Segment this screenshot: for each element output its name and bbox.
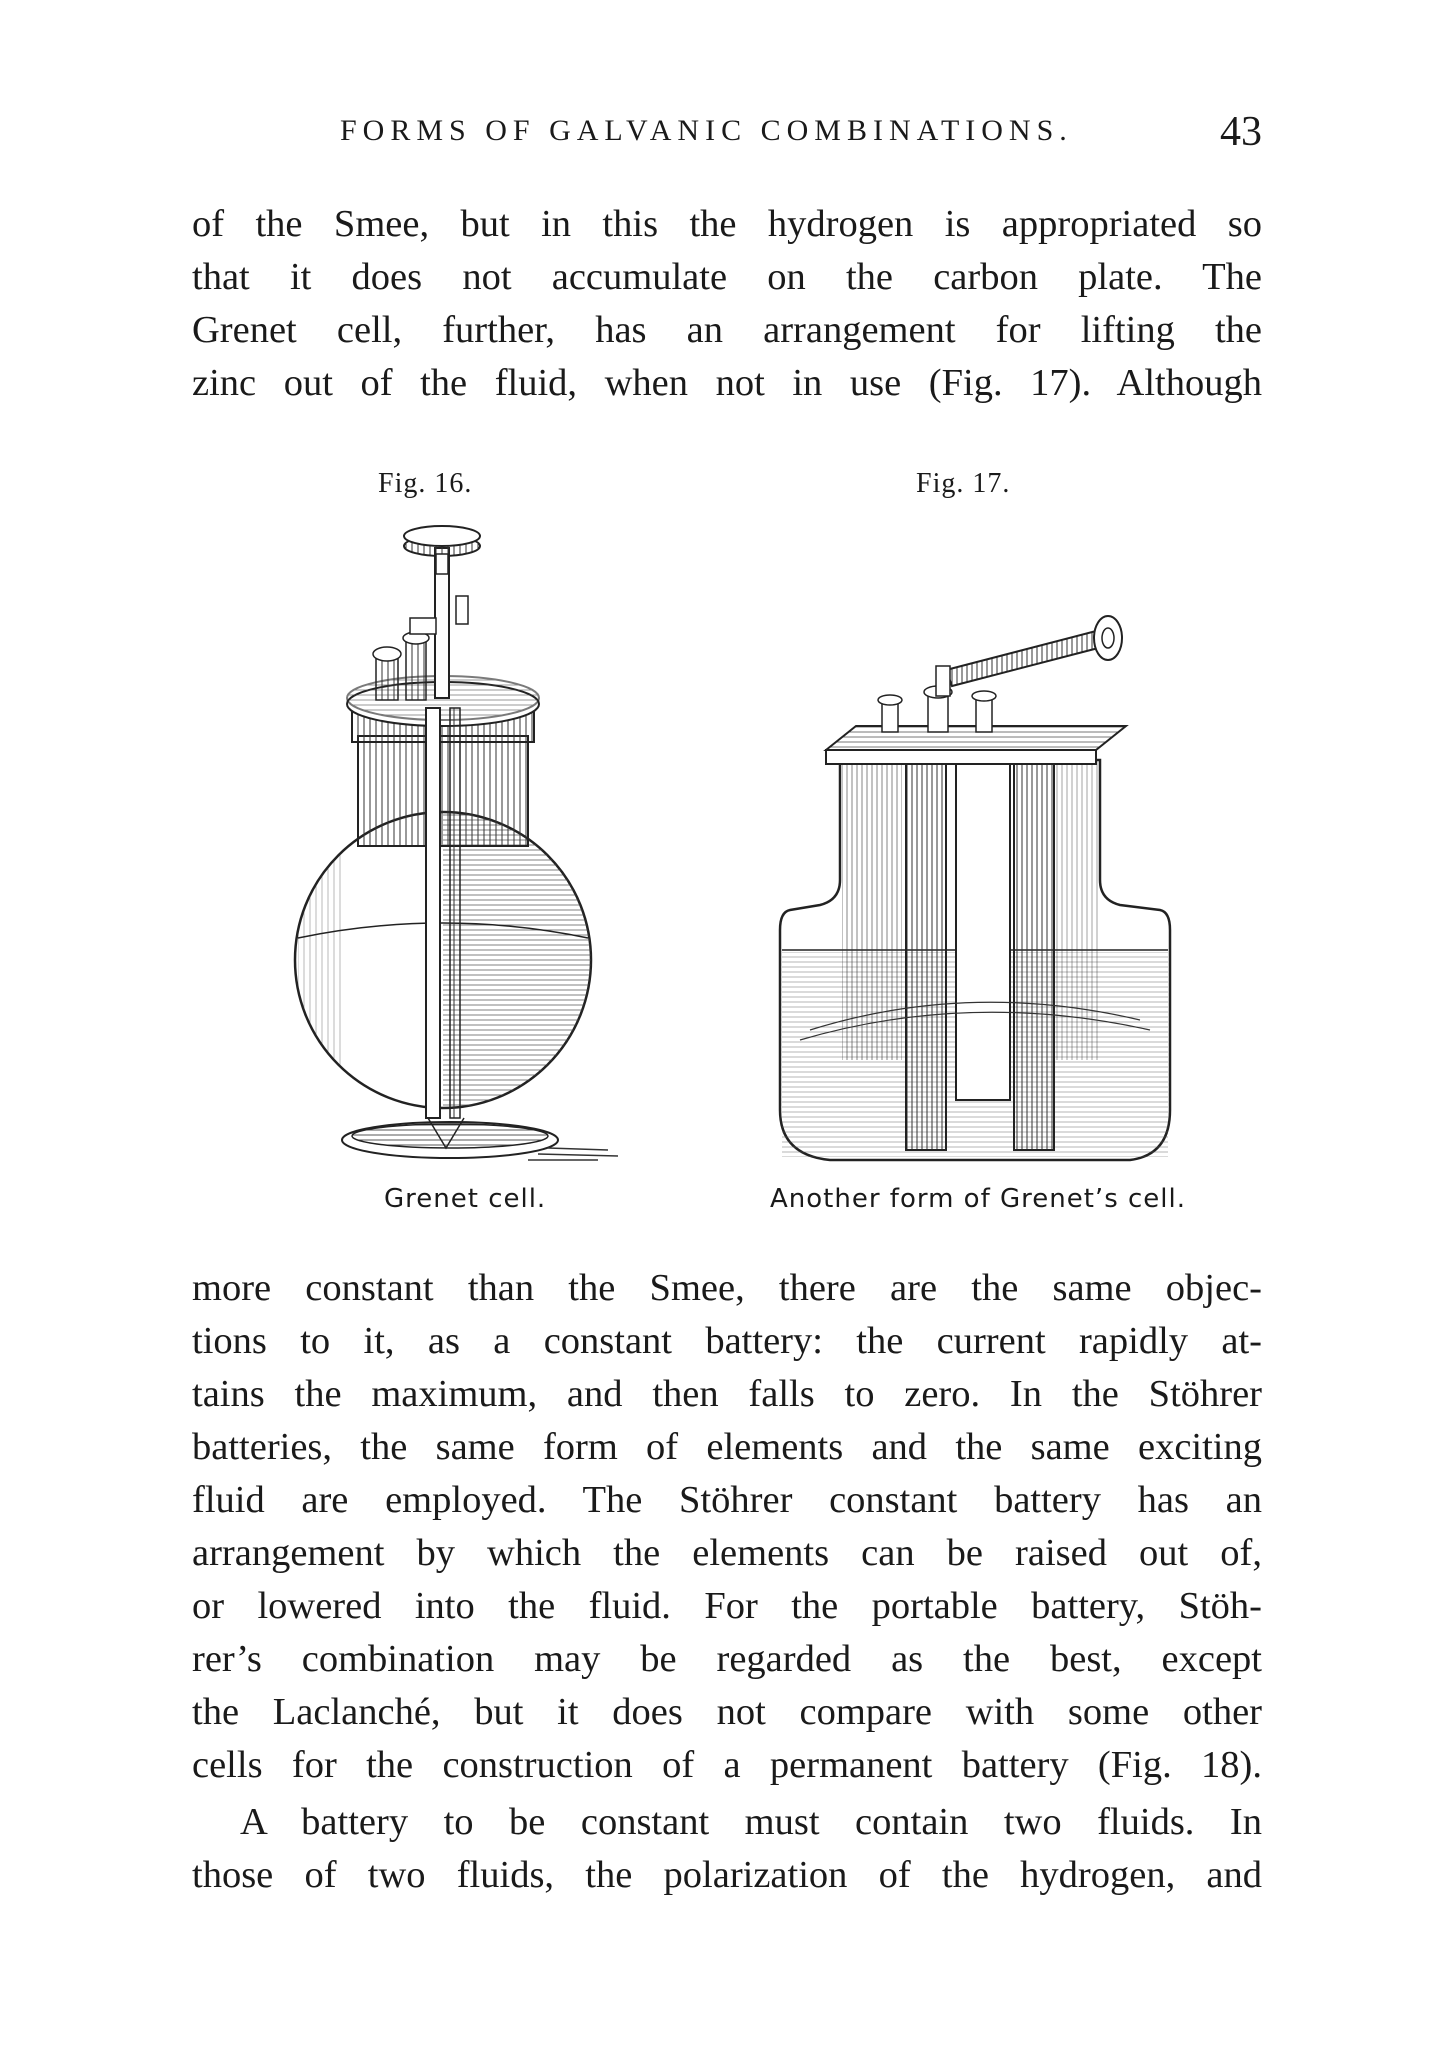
paragraph-1 (192, 198, 1262, 410)
page-number: 43 (1220, 109, 1262, 155)
text-line: Grenet cell, further, has an arrangement for lifting the (192, 309, 1262, 351)
text-line: of the Smee, but in this the hydrogen is appropriated so (192, 203, 1262, 245)
paragraph-2 (192, 1262, 1262, 1792)
text-line: more constant than the Smee, there are the same objec- (192, 1267, 1262, 1309)
running-head (192, 108, 1262, 158)
text-line: or lowered into the fluid. For the portable battery, Stöh- (192, 1585, 1262, 1627)
text-line: batteries, the same form of elements and the same exciting (192, 1426, 1262, 1468)
text-line: arrangement by which the elements can be raised out of, (192, 1532, 1262, 1574)
text-line: fluid are employed. The Stöhrer constant battery has an (192, 1479, 1262, 1521)
grenet-cell-square-jar-illustration (770, 610, 1200, 1170)
figure-17-caption: Another form of Grenet’s cell. (770, 1184, 1187, 1214)
text-line: tains the maximum, and then falls to zero. In the Stöhrer (192, 1373, 1262, 1415)
figure-16-title: Fig. 16. (378, 468, 473, 499)
text-line: cells for the construction of a permanent battery (Fig. 18). (192, 1744, 1262, 1786)
text-line: the Laclanché, but it does not compare with some other (192, 1691, 1262, 1733)
text-line: rer’s combination may be regarded as the best, except (192, 1638, 1262, 1680)
text-line: those of two fluids, the polarization of the hydrogen, and (192, 1854, 1262, 1896)
figure-16-caption: Grenet cell. (384, 1184, 547, 1214)
text-line: A battery to be constant must contain two fluids. In (240, 1801, 1262, 1843)
text-line: that it does not accumulate on the carbon plate. The (192, 256, 1262, 298)
grenet-cell-flask-illustration (278, 508, 638, 1168)
text-line: tions to it, as a constant battery: the current rapidly at- (192, 1320, 1262, 1362)
running-title: FORMS OF GALVANIC COMBINATIONS. (340, 114, 1073, 147)
text-line: zinc out of the fluid, when not in use (Fig. 17). Although (192, 362, 1262, 404)
figure-17-title: Fig. 17. (916, 468, 1011, 499)
paragraph-3 (192, 1796, 1262, 1902)
